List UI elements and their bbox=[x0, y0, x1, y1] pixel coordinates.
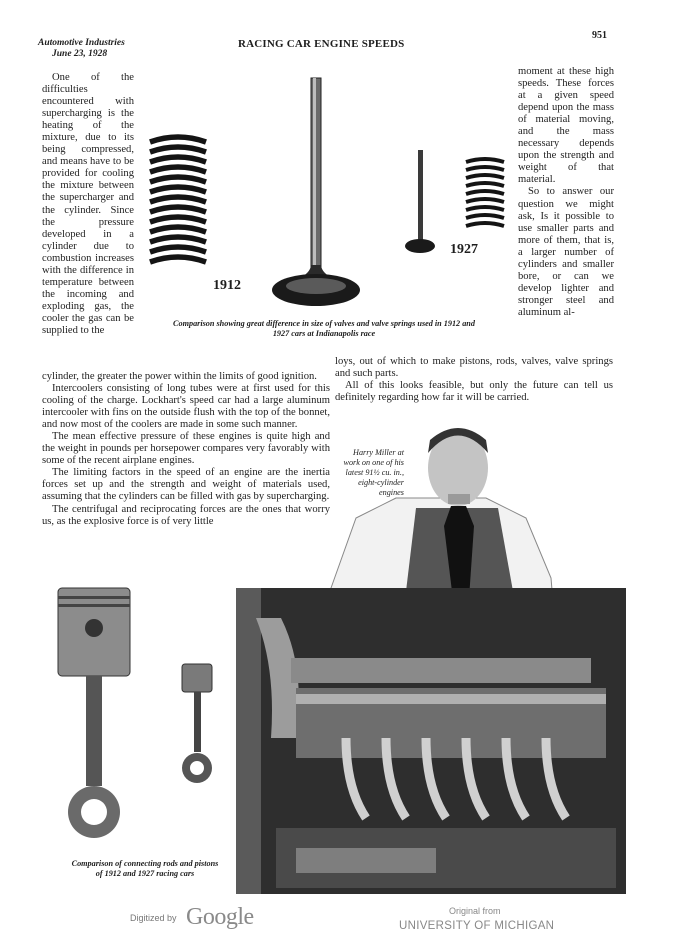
rods-caption: Comparison of connecting rods and pistons of 1912 and 1927 racing cars bbox=[71, 859, 219, 878]
original-from-label: Original from bbox=[449, 906, 501, 916]
valve-1927 bbox=[405, 150, 435, 253]
year-label-1927: 1927 bbox=[450, 242, 478, 257]
miller-caption: Harry Miller at work on one of his latest 91½ cu. in., eight-cylinder engines bbox=[343, 448, 404, 497]
publication-name: Automotive Industries bbox=[38, 38, 125, 48]
piston-rod-1912 bbox=[58, 588, 130, 838]
left-narrow-column bbox=[42, 72, 134, 337]
piston-rod-1927 bbox=[182, 664, 212, 783]
google-logo: Google bbox=[186, 904, 254, 930]
institution-label: UNIVERSITY OF MICHIGAN bbox=[399, 920, 555, 932]
valve-spring-1912 bbox=[150, 137, 206, 262]
valves-caption: Comparison showing great difference in size of valves and valve springs used in 1912 and 1927 cars at Indianapolis race bbox=[173, 319, 475, 338]
right-main-column bbox=[335, 356, 613, 404]
paragraph: moment at these high speeds. These forces at a given speed depend upon the mass of material moving, and the mass necessary depends upon the strength and weight of that material. bbox=[518, 66, 614, 186]
harry-miller-engine-photo bbox=[236, 408, 626, 894]
engine bbox=[236, 588, 626, 894]
digitized-by-label: Digitized by bbox=[130, 913, 177, 923]
right-narrow-column bbox=[518, 66, 614, 319]
paragraph: The centrifugal and reciprocating forces are the ones that worry us, as the explosive force is of very little bbox=[42, 503, 330, 527]
paragraph: Intercoolers consisting of long tubes were at first used for this cooling of the charge. Lockhart's speed car had a large aluminum intercooler with fins on the outside flush with the top of the bonnet, and now most of the coolers are made in some such manner. bbox=[42, 383, 330, 431]
paragraph: The limiting factors in the speed of an engine are the inertia forces set up and the strength and weight of materials used, assuming that the cylinders can be filled with gas by supercharging. bbox=[42, 467, 330, 503]
publication-header bbox=[38, 38, 125, 60]
paragraph: The mean effective pressure of these engines is quite high and the weight in pounds per horsepower compares very favorably with some of the recent airplane engines. bbox=[42, 431, 330, 467]
valve-1912 bbox=[272, 78, 360, 306]
year-label-1912: 1912 bbox=[213, 278, 241, 293]
paragraph: All of this looks feasible, but only the future can tell us definitely regarding how far it will be carried. bbox=[335, 380, 613, 404]
publication-date: June 23, 1928 bbox=[52, 49, 108, 59]
page-title: RACING CAR ENGINE SPEEDS bbox=[238, 38, 405, 50]
valves-springs-photo bbox=[140, 70, 515, 315]
page-number: 951 bbox=[592, 30, 607, 41]
paragraph: loys, out of which to make pistons, rods, valves, valve springs and such parts. bbox=[335, 356, 613, 380]
paragraph: So to answer our question we might ask, Is it possible to use smaller parts and more of them, that is, a larger number of cylinders and smaller bore, or can we develop lighter and stronger steel and aluminum al- bbox=[518, 186, 614, 318]
paragraph: cylinder, the greater the power within the limits of good ignition. bbox=[42, 371, 317, 382]
valve-spring-1927 bbox=[466, 159, 504, 226]
paragraph: One of the difficulties encountered with supercharging is the heating of the mixture, due to its being compressed, and means have to be provided for cooling the mixture between the supercharger and the cylinder. Since the pressure developed in a cylinder due to combustion increases with the difference in temperature between the incoming and exploding gas, the cooler the gas can be supplied to the bbox=[42, 72, 134, 336]
connecting-rods-photo bbox=[50, 580, 235, 850]
